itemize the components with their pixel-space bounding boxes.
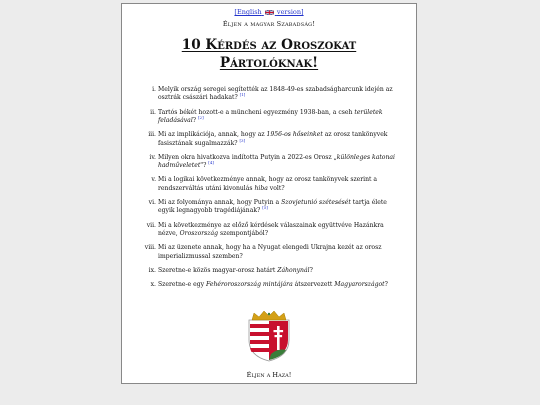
question-emphasis: különleges katonai hadműveletet [158,153,395,170]
page-title [122,36,416,72]
question-emphasis: Szovjetunió szétesését [281,199,351,207]
question-emphasis: hiba [254,184,268,192]
questions-list [144,86,402,289]
title-line-1: 10 Kérdés az Oroszokat [181,37,357,53]
footnote-reference-link[interactable]: [2] [197,114,204,120]
question-emphasis: területek feladásával [158,108,383,125]
question-item [144,281,402,289]
question-text: Szeretne-e egy [158,281,206,289]
document-page [121,3,417,384]
question-number: vii. [146,221,156,229]
question-number: vi. [148,199,156,207]
question-item [144,154,402,171]
footnote-reference-link[interactable]: [3] [239,137,246,143]
question-emphasis: Fehéroroszország mintájára [205,281,293,289]
question-item [144,109,402,126]
question-emphasis: Záhonynál [277,266,310,274]
question-text: Mi az folyománya annak, hogy Putyin a [158,199,282,207]
question-item [144,267,402,275]
question-text: Mi a következménye az előző kérdések válaszainak együttvéve Hazánkra nézve, [158,221,384,238]
question-number: iii. [148,131,156,139]
question-number: v. [151,176,156,184]
question-item [144,176,402,193]
question-emphasis: Oroszország [179,230,219,238]
question-text: Mi az implikációja, annak, hogy az [158,131,267,139]
footnote-reference-link[interactable]: [4] [208,160,214,166]
footnote-reference-link[interactable]: [5] [262,205,268,211]
question-item [144,222,402,239]
question-text: Mi a logikai következménye annak, hogy az orosz tankönyvek szerint a rendszerváltás utáni kivonulás [158,176,378,192]
question-number: iv. [149,153,156,161]
question-item [144,244,402,261]
question-item [144,131,402,148]
question-item [144,86,402,103]
question-text: "? [200,162,207,170]
question-number: i. [152,86,156,93]
english-link-text-before: [English [234,8,262,16]
question-text: Mi az üzenete annak, hogy ha a Nyugat elengedi Ukrajna kezét az orosz imperializmussal szemben? [158,244,382,260]
question-text: szempontjából? [218,230,268,238]
question-emphasis: Magyarországot [334,281,385,289]
question-number: viii. [144,244,156,252]
question-text: átszervezett [292,281,335,289]
question-item [144,199,402,216]
title-line-2: Pártolóknak! [219,55,319,71]
question-number: ix. [148,266,156,274]
language-switch [122,8,416,16]
english-link-text-after: version] [276,8,304,16]
question-number: ii. [150,108,156,116]
question-text: ? [192,117,197,125]
question-text: Tartós békét hozott-e a müncheni egyezmény 1938-ban, a cseh [158,108,355,116]
question-text: volt? [267,184,285,192]
motto: Éljen a magyar Szabadság! [222,20,316,28]
question-text: Melyik ország seregei segítették az 1848-49-es szabadságharcunk idején az osztrák császári hadakat? [158,86,393,102]
question-number: x. [150,281,156,289]
question-text: Szeretne-e közös magyar-orosz határt [158,266,278,274]
question-text: ? [309,266,313,274]
footer-motto: Éljen a Haza! [246,371,292,379]
question-text: ? [384,281,388,289]
uk-flag-icon [265,10,274,15]
english-version-link[interactable] [234,8,303,16]
question-text: az orosz tankönyvek fasisztának sugalmazzák? [158,131,388,147]
question-text: Milyen okra hivatkozva indította Putyin a 2022-es Orosz „ [158,153,337,161]
hungarian-coat-of-arms-icon [246,310,292,362]
question-text: tartja élete egyik legnagyobb tragédiájának? [158,199,387,215]
footnote-reference-link[interactable]: [1] [239,92,246,98]
question-emphasis: 1956-os hőseinket [266,131,323,139]
